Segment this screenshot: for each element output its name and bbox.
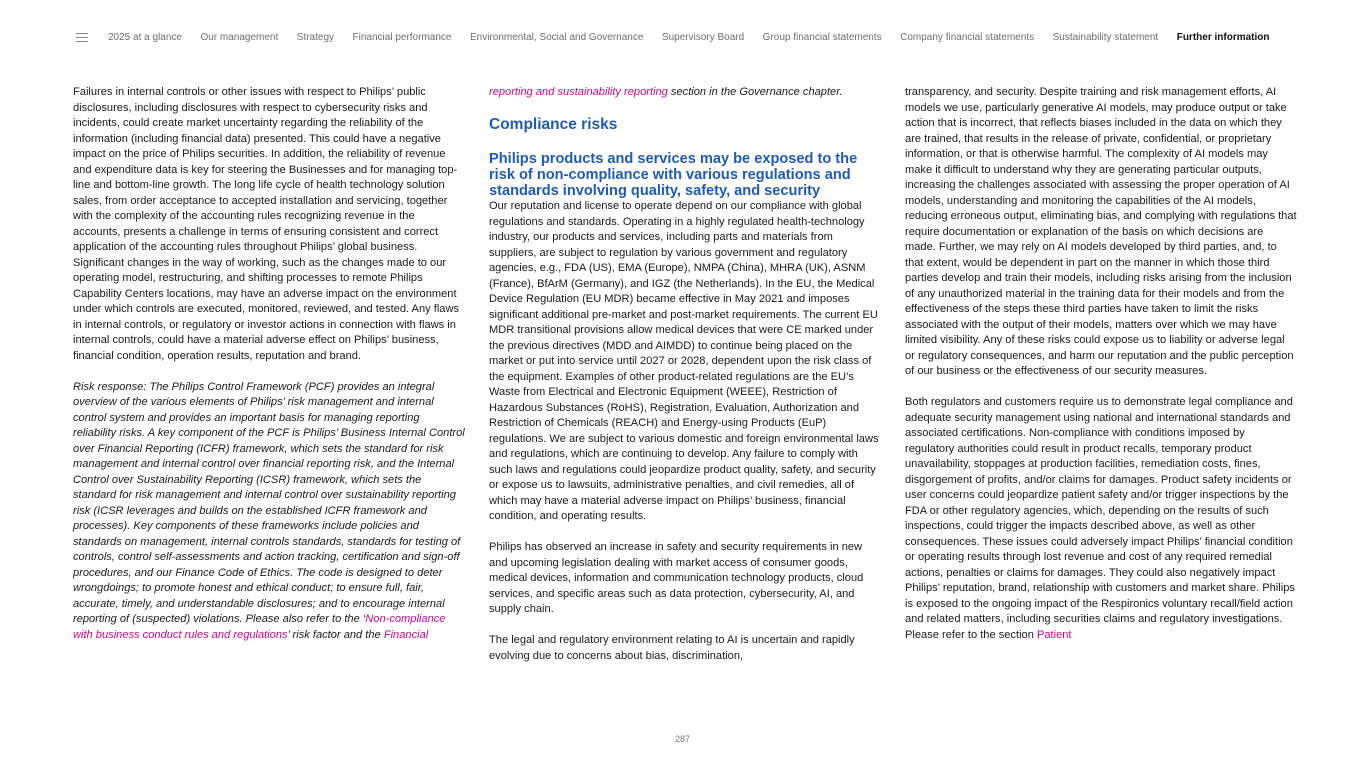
paragraph-risk-response bbox=[73, 380, 465, 644]
paragraph-safety-security: Philips has observed an increase in safety and security requirements in new and upcoming legislation dealing with market access of consumer goods, medical devices, information and communication technology products, cloud services, and specific areas such as data protection, cybersecurity, AI, and supply chain. bbox=[489, 541, 864, 615]
nav-item-sustainability-statement[interactable]: Sustainability statement bbox=[1052, 31, 1159, 43]
risk-response-mid: ’ risk factor and the bbox=[287, 628, 384, 641]
column-left bbox=[73, 85, 465, 659]
nav-item-further-information[interactable]: Further information bbox=[1176, 31, 1270, 43]
risk-title: Philips products and services may be exposed to the risk of non-compliance with various regulations and standards involving quality, safety, and security bbox=[489, 151, 858, 199]
nav-item-group-financial-statements[interactable]: Group financial statements bbox=[762, 31, 882, 43]
column-middle bbox=[489, 85, 881, 680]
nav-item-financial-performance[interactable]: Financial performance bbox=[352, 31, 452, 43]
nav-item-esg[interactable]: Environmental, Social and Governance bbox=[469, 31, 644, 43]
risk-response-text: Risk response: The Philips Control Framework (PCF) provides an integral overview of the various elements of Philips’ risk management and internal control system and provides an important basis for managing reporting reliability risks. A key component of the PCF is Philips’ Business Internal Control over Financial Reporting (ICFR) framework, which sets the standard for risk management and internal control over financial reporting risk, and the Internal Control over Sustainability Reporting (ICSR) framework, which sets the standard for risk management and internal control over sustainability reporting risk (ICSR leverages and builds on the established ICFR framework and processes). Key components of these frameworks include policies and standards on management, internal controls standards, standards for testing of controls, control self-assessments and action tracking, certification and sign-off procedures, and our Finance Code of Ethics. The code is designed to deter wrongdoings; to promote honest and ethical conduct; to ensure full, fair, accurate, timely, and understandable disclosures; and to encourage internal reporting of (suspected) violations. Please also refer to the ‘ bbox=[73, 380, 465, 625]
continuation-text: section in the Governance chapter. bbox=[667, 86, 843, 98]
top-navigation bbox=[76, 27, 1305, 47]
page-number: 287 bbox=[674, 734, 691, 744]
regulators-text: Both regulators and customers require us to demonstrate legal compliance and adequate security management using national and international standards and associated certifications. Non-compliance with conditions imposed by regulatory authorities could result in product recalls, temporary product unavailability, stoppages at production facilities, remediation costs, fines, disgorgement of profits, and/or claims for damages. Product safety incidents or user concerns could jeopardize patient safety and/or trigger inspections by the FDA or other regulatory agencies, which, depending on the results of such inspections, could trigger the impacts described above, as well as other consequences. These issues could adversely impact Philips’ financial condition or operating results through lost revenue and cost of any required remedial actions, penalties or claims for damages. They could also negatively impact Philips’ reputation, brand, relationship with customers and market share. Philips is exposed to the ongoing impact of the Respironics voluntary recall/field action and related matters, including securities claims and regulatory investigations. Please refer to the section bbox=[905, 396, 1295, 641]
link-non-compliance-risk-factor[interactable]: Non-compliance with business conduct rules and regulations bbox=[73, 613, 446, 641]
paragraph-regulators-customers bbox=[905, 395, 1297, 643]
nav-item-strategy[interactable]: Strategy bbox=[296, 31, 335, 43]
paragraph-continuation bbox=[489, 85, 881, 101]
nav-item-supervisory-board[interactable]: Supervisory Board bbox=[661, 31, 745, 43]
paragraph-ai-environment: The legal and regulatory environment relating to AI is uncertain and rapidly evolving due to concerns about bias, discrimination, bbox=[489, 634, 855, 662]
nav-item-our-management[interactable]: Our management bbox=[200, 31, 279, 43]
nav-item-2025-at-a-glance[interactable]: 2025 at a glance bbox=[108, 31, 182, 43]
paragraph-regulations: Our reputation and license to operate depend on our compliance with global regulations and standards. Operating in a highly regulated health-technology industry, our products and services, including parts and materials from suppliers, are subject to regulation by various government and regulatory agencies, e.g., FDA (US), EMA (Europe), NMPA (China), MHRA (UK), ASNM (France), BfArM (Germany), and IGZ (the Netherlands). In the EU, the Medical Device Regulation (EU MDR) became effective in May 2021 and imposes significant additional pre-market and post-market requirements. The current EU MDR transitional provisions allow medical devices that were CE marked under the previous directives (MDD and AIMDD) to continue being placed on the market or put into service until 2027 or 2028, dependent upon the risk class of the equipment. Examples of other product-related regulations are the EU’s Waste from Electrical and Electronic Equipment (WEEE), Restriction of Hazardous Substances (RoHS), Registration, Evaluation, Authorization and Restriction of Chemicals (REACH) and Energy-using Products (EuP) regulations. We are subject to various domestic and foreign environmental laws and regulations, which are continuing to develop. Any failure to comply with such laws and regulations could jeopardize product quality, safety, and security or expose us to lawsuits, administrative penalties, and civil remedies, all of which may have a material adverse impact on Philips’ business, financial condition, and operating results. bbox=[489, 200, 879, 522]
section-title-compliance-risks: Compliance risks bbox=[489, 116, 618, 133]
link-financial-reporting[interactable]: Financial bbox=[383, 628, 429, 641]
nav-item-company-financial-statements[interactable]: Company financial statements bbox=[900, 31, 1035, 43]
paragraph-ai-risks: transparency, and security. Despite training and risk management efforts, AI models we use, particularly generative AI models, may produce output or take action that is incorrect, that reflects biases included in the data on which they are trained, that results in the release of private, confidential, or proprietary information, or that is otherwise harmful. The complexity of AI models may make it difficult to understand why they are generating particular outputs, increasing the challenges associated with assessing the proper operation of AI models, understanding and monitoring the capabilities of the AI models, reducing erroneous output, eliminating bias, and complying with regulations that require documentation or explanation of the basis on which decisions are made. Further, we may rely on AI models developed by third parties, and, to that extent, would be dependent in part on the manner in which those third parties develop and train their models, including risks arising from the inclusion of any unauthorized material in the training data for their models and from the effectiveness of the steps these third parties have taken to limit the risks associated with the output of their models, matters over which we may have limited visibility. Any of these risks could expose us to liability or adverse legal or regulatory consequences, and harm our reputation and the public perception of our business or the effectiveness of our security measures. bbox=[905, 86, 1297, 377]
link-patient[interactable]: Patient bbox=[1036, 628, 1072, 641]
link-reporting-sustainability[interactable]: reporting and sustainability reporting bbox=[489, 86, 668, 98]
column-right bbox=[905, 85, 1297, 659]
hamburger-menu-icon[interactable] bbox=[76, 33, 88, 42]
paragraph-internal-controls: Failures in internal controls or other issues with respect to Philips’ public disclosures, including disclosures with respect to cybersecurity risks and incidents, could create market uncertainty regarding the reliability of the information (including financial data) presented. This could have a negative impact on the price of Philips securities. In addition, the reliability of revenue and expenditure data is key for steering the Businesses and for managing top-line and bottom-line growth. The long life cycle of health technology solution sales, from order acceptance to accepted installation and servicing, together with the complexity of the accounting rules recognizing revenue in the accounts, presents a challenge in terms of ensuring consistent and correct application of the accounting rules throughout Philips’ global business. Significant changes in the way of working, such as the changes made to our operating model, restructuring, and shifting processes to remote Philips Capability Centers locations, may have an adverse impact on the environment under which controls are executed, monitored, reviewed, and tested. Any flaws in internal controls, or regulatory or investor actions in connection with flaws in internal controls, could have a material adverse effect on Philips’ business, financial condition, operation results, reputation and brand. bbox=[73, 86, 460, 362]
